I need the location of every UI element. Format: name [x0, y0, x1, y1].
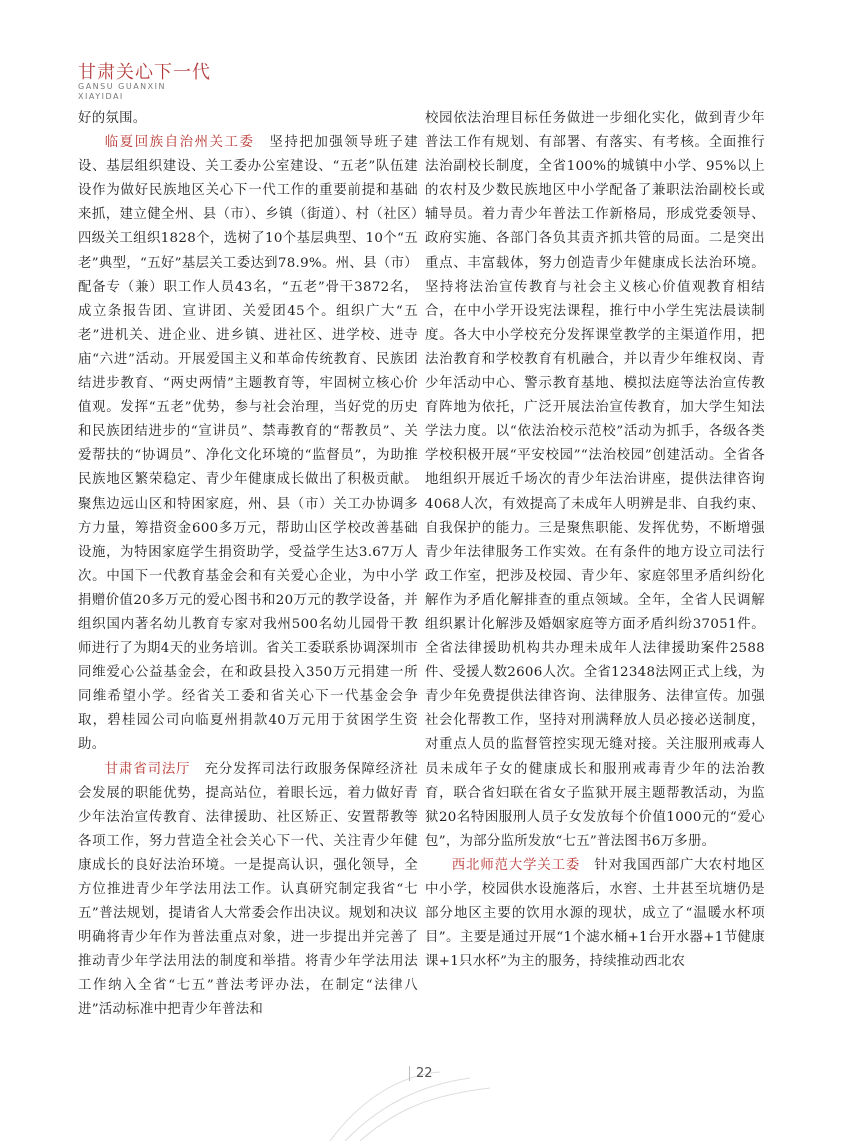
logo-text-en — [78, 82, 166, 102]
paragraph-text: 好的氛围。 — [78, 111, 147, 126]
paragraph-text: 校园依法治理目标任务做进一步细化实化，做到青少年普法工作有规划、有部署、有落实、有考核。全面推行法治副校长制度，全省100%的城镇中小学、95%以上的农村及少数民族地区中小学配备了兼职法治副校长或辅导员。着力青少年普法工作新格局，形成党委领导、政府实施、各部门各负其责齐抓共管的局面。二是突出重点、丰富载体，努力创造青少年健康成长法治环境。坚持将法治宣传教育与社会主义核心价值观教育相结合，在中小学开设宪法课程，推行中小学生宪法晨读制度。各大中小学校充分发挥课堂教学的主渠道作用，把法治教育和学校教育有机融合，并以青少年维权岗、青少年活动中心、警示教育基地、模拟法庭等法治宣传教育阵地为依托，广泛开展法治宣传教育，加大学生知法学法力度。以“依法治校示范校”活动为抓手，各级各类学校积极开展“平安校园”“法治校园”创建活动。全省各地组织开展近千场次的青少年法治讲座，提供法律咨询4068人次，有效提高了未成年人明辨是非、自我约束、自我保护的能力。三是聚焦职能、发挥优势，不断增强青少年法律服务工作实效。在有条件的地方设立司法行政工作室，把涉及校园、青少年、家庭邻里矛盾纠纷化解作为矛盾化解排查的重点领域。全年，全省人民调解组织累计化解涉及婚姻家庭等方面矛盾纠纷37051件。全省法律援助机构共办理未成年人法律援助案件2588件、受援人数2606人次。全省12348法网正式上线，为青少年免费提供法律咨询、法律服务、法律宣传。加强社会化帮教工作，坚持对刑满释放人员必接必送制度，对重点人员的监督管控实现无缝对接。关注服刑戒毒人员未成年子女的健康成长和服刑戒毒青少年的法治教育，联合省妇联在省女子监狱开展主题帮教活动，为监狱20名特困服刑人员子女发放每个价值1000元的“爱心包”，为部分监所发放“七五”普法图书6万多册。 — [425, 111, 765, 849]
paragraph — [78, 131, 418, 757]
logo-en-line1: GANSU GUANXIN — [78, 82, 166, 91]
right-text-column — [425, 107, 765, 974]
paragraph — [425, 107, 765, 854]
decorative-curve-lines — [330, 1072, 490, 1141]
logo-en-line2: XIAYIDAI — [78, 92, 124, 101]
paragraph — [78, 758, 418, 1023]
paragraph — [425, 854, 765, 974]
logo-text-cn: 甘肃关心下一代 — [78, 62, 211, 83]
paragraph-text: 坚持把加强领导班子建设、基层组织建设、关工委办公室建设、“五老”队伍建设作为做好民族地区关心下一代工作的重要前提和基础来抓，建立健全州、县（市）、乡镇（街道）、村（社区）四级关工组织1828个，选树了10个基层典型、10个“五老”典型，“五好”基层关工委达到78.9%。州、县（市）配备专（兼）职工作人员43名，“五老”骨干3872名，成立条报告团、宣讲团、关爱团45个。组织广大“五老”进机关、进企业、进乡镇、进社区、进学校、进寺庙“六进”活动。开展爱国主义和革命传统教育、民族团结进步教育、“两史两情”主题教育等，牢固树立核心价值观。发挥“五老”优势，参与社会治理，当好党的历史和民族团结进步的“宣讲员”、禁毒教育的“帮教员”、关爱帮扶的“协调员”、净化文化环境的“监督员”，为助推民族地区繁荣稳定、青少年健康成长做出了积极贡献。聚焦边远山区和特困家庭，州、县（市）关工办协调多方力量，筹措资金600多万元，帮助山区学校改善基础设施，为特困家庭学生捐资助学，受益学生达3.67万人次。中国下一代教育基金会和有关爱心企业，为中小学捐赠价值20多万元的爱心图书和20万元的教学设备，并组织国内著名幼儿教育专家对我州500名幼儿园骨干教师进行了为期4天的业务培训。省关工委联系协调深圳市同维爱心公益基金会，在和政县投入350万元捐建一所同维希望小学。经省关工委和省关心下一代基金会争取，碧桂园公司向临夏州捐款40万元用于贫困学生资助。 — [78, 135, 418, 753]
magazine-logo — [78, 58, 211, 106]
organization-name: 临夏回族自治州关工委 — [104, 135, 255, 151]
organization-name: 西北师范大学关工委 — [451, 857, 581, 873]
page-number: 22 — [409, 1066, 433, 1081]
paragraph-text: 充分发挥司法行政服务保障经济社会发展的职能优势，提高站位，着眼长远，着力做好青少年法治宣传教育、法律援助、社区矫正、安置帮教等各项工作，努力营造全社会关心下一代、关注青少年健康成长的良好法治环境。一是提高认识，强化领导，全方位推进青少年学法用法工作。认真研究制定我省“七五”普法规划，提请省人大常委会作出决议。规划和决议明确将青少年作为普法重点对象，进一步提出并完善了推动青少年学法用法的制度和举措。将青少年学法用法工作纳入全省“七五”普法考评办法，在制定“法律八进”活动标准中把青少年普法和 — [78, 761, 418, 1018]
organization-name: 甘肃省司法厅 — [104, 761, 191, 777]
paragraph-text: 针对我国西部广大农村地区中小学，校园供水设施落后，水窖、土井甚至坑塘仍是部分地区主要的饮用水源的现状，成立了“温暖水杯项目”。主要是通过开展“1个滤水桶+1台开水器+1节健康课+1只水杯”为主的服务，持续推动西北农 — [425, 857, 765, 970]
left-text-column — [78, 107, 418, 1023]
paragraph — [78, 107, 418, 131]
